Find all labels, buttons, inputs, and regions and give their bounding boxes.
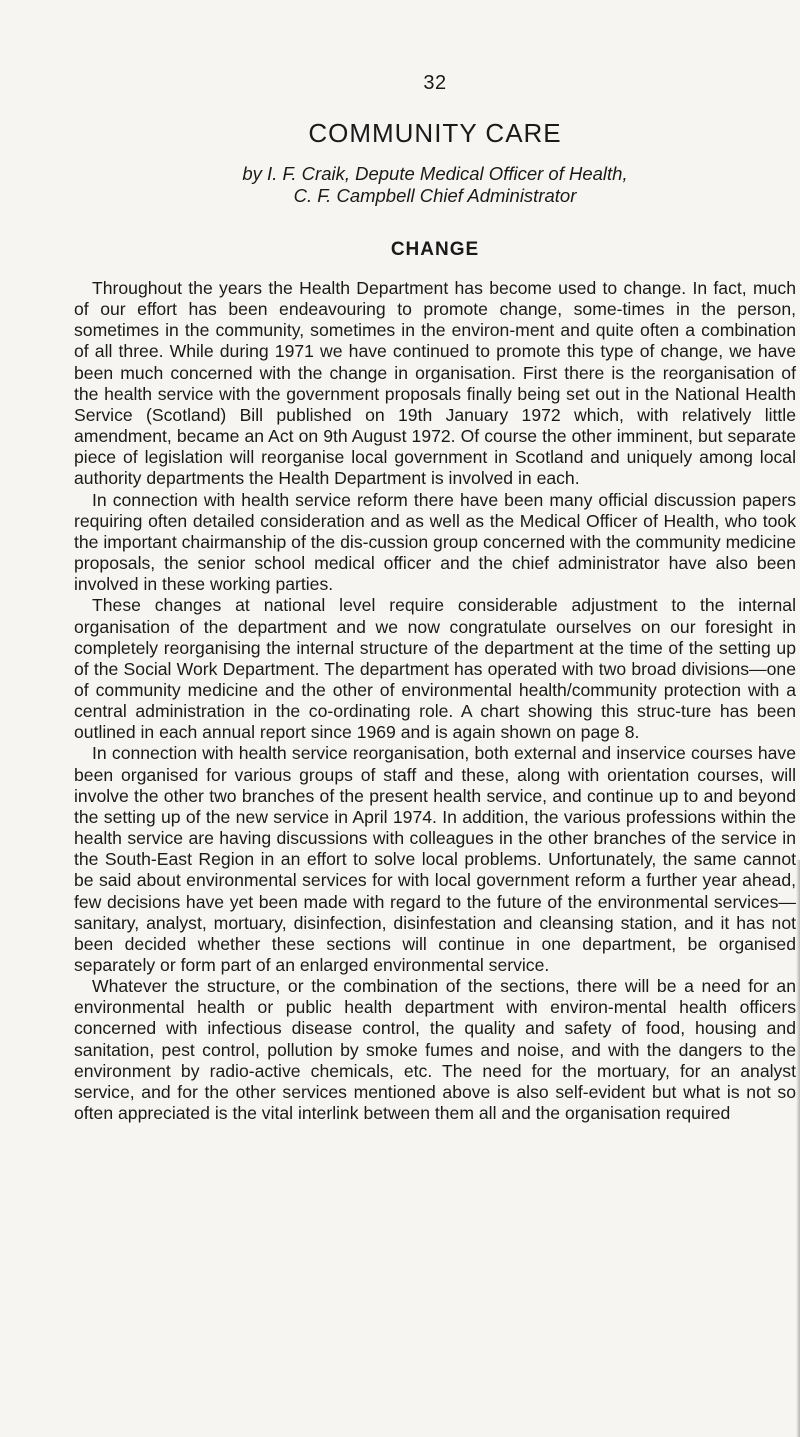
page-title: COMMUNITY CARE: [308, 118, 562, 148]
byline: [74, 163, 796, 207]
paragraph: Whatever the structure, or the combination of the sections, there will be a need for an environmental health or public health department with environ-mental health officers concerned with infectious disease control, the quality and safety of food, housing and sanitation, pest control, pollution by smoke fumes and noise, and with the dangers to the environment by radio-active chemicals, etc. The need for the mortuary, for an analyst service, and for the other services mentioned above is also self-evident but what is not so often appreciated is the vital interlink between them all and the organisation required: [74, 976, 796, 1124]
paragraph: In connection with health service reorganisation, both external and inservice courses have been organised for various groups of staff and these, along with orientation courses, will involve the other two branches of the present health service, and continue up to and beyond the setting up of the new service in April 1974. In addition, the various professions within the health service are having discussions with colleagues in the other branches of the service in the South-East Region in an effort to solve local problems. Unfortunately, the same cannot be said about environmental services for with local government reform a further year ahead, few decisions have yet been made with regard to the future of the environmental services—sanitary, analyst, mortuary, disinfection, disinfestation and cleansing station, and it has not been decided whether these sections will continue in one department, be organised separately or form part of an enlarged environmental service.: [74, 743, 796, 975]
section-heading: CHANGE: [390, 239, 480, 260]
paragraph: These changes at national level require considerable adjustment to the internal organisation of the department and we now congratulate ourselves on our foresight in completely reorganising the internal structure of the department at the time of the setting up of the Social Work Department. The department has operated with two broad divisions—one of community medicine and the other of environmental health/community protection with a central administration in the co-ordinating role. A chart showing this struc-ture has been outlined in each annual report since 1969 and is again shown on page 8.: [74, 595, 796, 743]
paragraph: Throughout the years the Health Department has become used to change. In fact, much of our effort has been endeavouring to promote change, some-times in the person, sometimes in the community, sometimes in the environ-ment and quite often a combination of all three. While during 1971 we have continued to promote this type of change, we have been much concerned with the change in organisation. First there is the reorganisation of the health service with the government proposals finally being set out in the National Health Service (Scotland) Bill published on 19th January 1972 which, with relatively little amendment, became an Act on 9th August 1972. Of course the other imminent, but separate piece of legislation will reorganise local government in Scotland and uniquely among local authority departments the Health Department is involved in each.: [74, 278, 796, 489]
body-text: [74, 278, 796, 1124]
paragraph: In connection with health service reform there have been many official discussion papers requiring often detailed consideration and as well as the Medical Officer of Health, who took the important chairmanship of the dis-cussion group concerned with the community medicine proposals, the senior school medical officer and the chief administrator have also been involved in these working parties.: [74, 489, 796, 595]
page-number: 32: [423, 72, 447, 94]
byline-line-2: C. F. Campbell Chief Administrator: [293, 185, 577, 206]
byline-line-1: by I. F. Craik, Depute Medical Officer of Health,: [242, 163, 628, 184]
document-page: [74, 0, 796, 1437]
page-edge-shadow: [796, 860, 800, 1437]
